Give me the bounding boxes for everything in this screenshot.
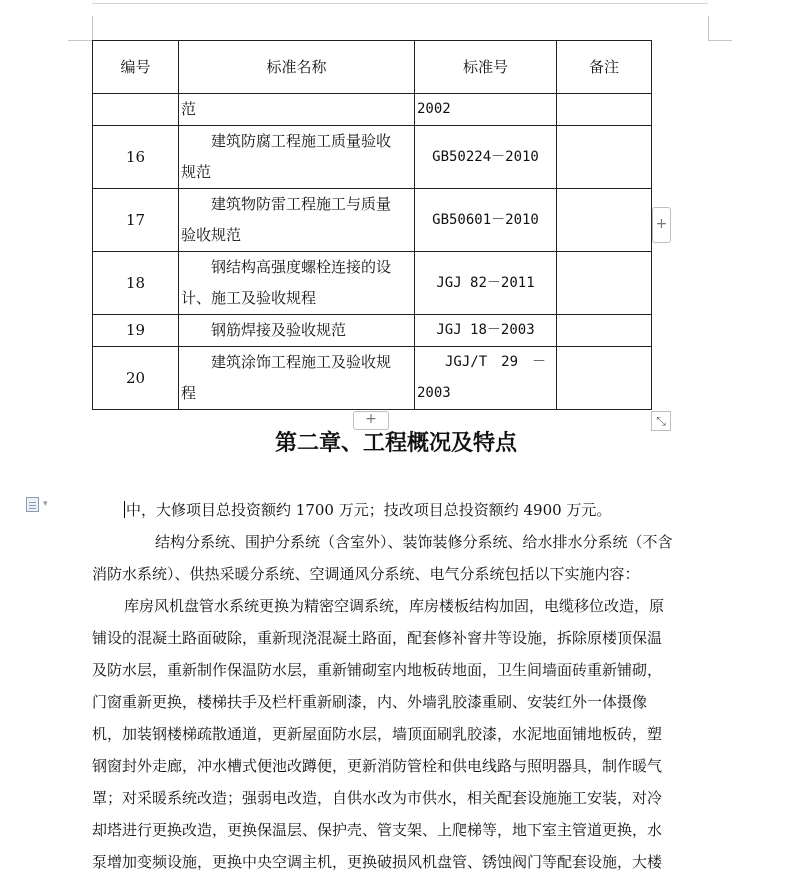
add-row-button[interactable]: + [353, 411, 389, 430]
cell-name-line: 范 [181, 100, 197, 118]
cell-name-line: 建筑防腐工程施工质量验收 [211, 132, 392, 150]
paragraph-investment[interactable] [124, 494, 611, 526]
header-no[interactable]: 编号 [93, 41, 179, 94]
cell-code[interactable] [415, 189, 557, 252]
paragraph-line: 中，大修项目总投资额约 1700 万元；技改项目总投资额约 4900 万元。 [126, 501, 612, 519]
cell-no[interactable]: 18 [93, 252, 179, 315]
paragraph-line: 却塔进行更换改造，更换保温层、保护壳、管支架、上爬梯等，地下室主管道更换，水 [92, 821, 663, 839]
table-row [93, 252, 652, 315]
page-top-rule [92, 3, 708, 4]
chevron-down-icon[interactable]: ▾ [43, 499, 48, 509]
cell-name-line: 钢结构高强度螺栓连接的设 [211, 258, 392, 276]
cell-code[interactable] [415, 347, 557, 410]
cell-no[interactable]: 16 [93, 126, 179, 189]
cell-code-line: 2002 [417, 101, 451, 117]
cell-name[interactable] [179, 94, 415, 126]
table-row [93, 94, 652, 126]
cell-no[interactable]: 17 [93, 189, 179, 252]
paragraph-line: 罩；对采暖系统改造；强弱电改造，自供水改为市供水，相关配套设施施工安装，对冷 [92, 789, 663, 807]
cell-name-line: 规范 [181, 163, 212, 181]
cell-code[interactable] [415, 315, 557, 347]
cell-code[interactable] [415, 94, 557, 126]
page-corner-mark-right [708, 16, 709, 40]
cell-remark[interactable] [557, 94, 652, 126]
cell-name-line: 程 [181, 384, 197, 402]
text-cursor [124, 501, 125, 518]
cell-remark[interactable] [557, 189, 652, 252]
paragraph-line: 门窗重新更换，楼梯扶手及栏杆重新刷漆，内、外墙乳胶漆重刷、安装红外一体摄像 [92, 693, 648, 711]
header-remark[interactable]: 备注 [557, 41, 652, 94]
cell-name-line: 计、施工及验收规程 [181, 289, 317, 307]
cell-code-line: GB50601－2010 [432, 211, 539, 228]
paragraph-line: 结构分系统、围护分系统（含室外）、装饰装修分系统、给水排水分系统（不含 [155, 533, 673, 551]
table-row [93, 189, 652, 252]
paragraph-line: 机，加装钢楼梯疏散通道，更新屋面防水层，墙顶面刷乳胶漆，水泥地面铺地板砖，塑 [92, 725, 663, 743]
add-column-button[interactable]: + [652, 207, 671, 243]
cell-code-line: JGJ 18－2003 [436, 322, 535, 338]
cell-code-line: 2003 [417, 385, 451, 401]
paragraph-line: 泵增加变频设施，更换中央空调主机，更换破损风机盘管、锈蚀阀门等配套设施，大楼 [92, 853, 663, 871]
cell-remark[interactable] [557, 347, 652, 410]
cell-name[interactable] [179, 189, 415, 252]
table-resize-icon[interactable]: ⤡ [651, 411, 671, 431]
cell-name[interactable] [179, 252, 415, 315]
cell-code[interactable] [415, 126, 557, 189]
cell-remark[interactable] [557, 126, 652, 189]
cell-code[interactable] [415, 252, 557, 315]
paragraph-scope[interactable] [92, 590, 664, 878]
cell-name-line: 验收规范 [181, 226, 242, 244]
cell-no[interactable]: 19 [93, 315, 179, 347]
cell-remark[interactable] [557, 252, 652, 315]
header-code[interactable]: 标准号 [415, 41, 557, 94]
cell-name-line: 建筑物防雷工程施工与质量 [211, 195, 392, 213]
paragraph-line: 钢窗封外走廊，冲水槽式便池改蹲便，更新消防管栓和供电线路与照明器具，制作暖气 [92, 757, 663, 775]
page-corner-mark-left [92, 16, 93, 40]
cell-code-line: JGJ 82－2011 [436, 274, 535, 291]
cell-remark[interactable] [557, 315, 652, 347]
cell-no[interactable]: 20 [93, 347, 179, 410]
page-corner-mark-left-h [68, 40, 92, 41]
cell-code-line: GB50224－2010 [432, 148, 539, 165]
cell-name-line: 建筑涂饰工程施工及验收规 [211, 353, 392, 371]
cell-code-line: JGJ/T 29 － [445, 354, 547, 370]
table-row [93, 126, 652, 189]
cell-name[interactable] [179, 126, 415, 189]
header-name[interactable]: 标准名称 [179, 41, 415, 94]
table-row [93, 315, 652, 347]
paragraph-line: 及防水层，重新制作保温防水层，重新铺砌室内地板砖地面，卫生间墙面砖重新铺砌， [92, 661, 663, 679]
document-icon[interactable] [26, 497, 39, 512]
chapter-title: 第二章、工程概况及特点 [274, 431, 517, 456]
cell-name-line: 钢筋焊接及验收规范 [211, 321, 347, 339]
page-corner-mark-right-h [708, 40, 732, 41]
table-header-row [93, 41, 652, 94]
standards-table [92, 40, 652, 410]
cell-name[interactable] [179, 315, 415, 347]
paragraph-subsystems[interactable] [92, 526, 673, 590]
paragraph-line: 铺设的混凝土路面破除，重新现浇混凝土路面，配套修补窨井等设施，拆除原楼顶保温 [92, 629, 663, 647]
cell-no[interactable] [93, 94, 179, 126]
cell-name[interactable] [179, 347, 415, 410]
table-row [93, 347, 652, 410]
paragraph-line: 消防水系统）、供热采暖分系统、空调通风分系统、电气分系统包括以下实施内容： [92, 565, 640, 583]
paragraph-line: 库房风机盘管水系统更换为精密空调系统，库房楼板结构加固，电缆移位改造，原 [124, 597, 665, 615]
